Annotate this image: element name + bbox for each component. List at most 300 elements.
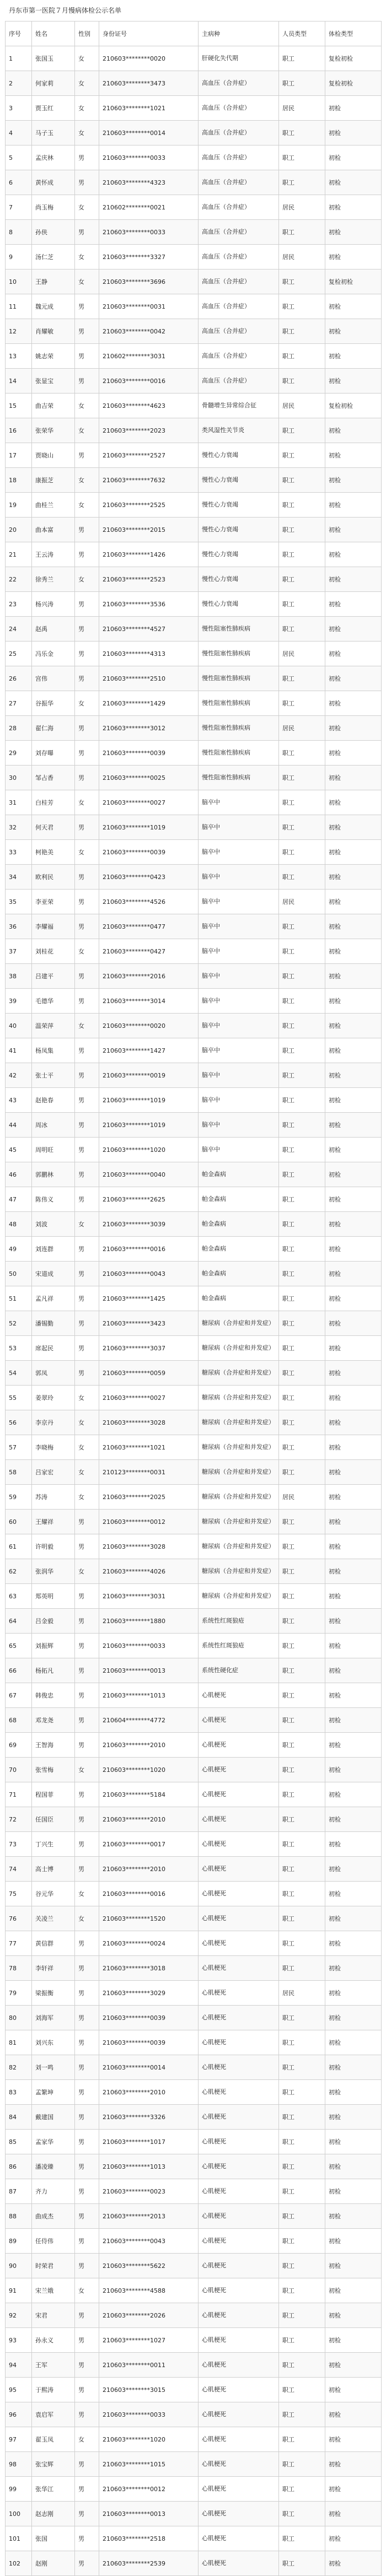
cell-id-number: 210603********0027 bbox=[99, 1386, 199, 1410]
cell-person-type: 职工 bbox=[279, 1931, 325, 1956]
cell-name: 张士平 bbox=[32, 1063, 75, 1088]
table-row bbox=[6, 1559, 382, 1584]
cell-name: 王云涛 bbox=[32, 542, 75, 567]
cell-check-type: 初检 bbox=[325, 443, 382, 468]
cell-check-type: 初检 bbox=[325, 2526, 382, 2551]
cell-index: 3 bbox=[6, 96, 32, 121]
cell-sex: 男 bbox=[75, 2105, 99, 2130]
cell-sex: 男 bbox=[75, 1832, 99, 1857]
cell-check-type: 初检 bbox=[325, 1361, 382, 1386]
cell-name: 许明毅 bbox=[32, 1534, 75, 1559]
cell-disease: 糖尿病（合并症和并发症） bbox=[199, 1361, 279, 1386]
cell-index: 23 bbox=[6, 592, 32, 617]
cell-person-type: 职工 bbox=[279, 2378, 325, 2402]
cell-name: 郭凤 bbox=[32, 1361, 75, 1386]
table-row bbox=[6, 1187, 382, 1212]
header-sex: 性别 bbox=[75, 21, 99, 46]
cell-sex: 男 bbox=[75, 1609, 99, 1634]
cell-check-type: 复检初检 bbox=[325, 46, 382, 71]
cell-index: 13 bbox=[6, 344, 32, 369]
cell-name: 谷元华 bbox=[32, 1882, 75, 1906]
cell-id-number: 210603********3037 bbox=[99, 1336, 199, 1361]
cell-disease: 心肌梗死 bbox=[199, 1708, 279, 1733]
cell-check-type: 初检 bbox=[325, 642, 382, 666]
table-row bbox=[6, 1758, 382, 1782]
cell-check-type: 初检 bbox=[325, 741, 382, 766]
cell-id-number: 210603********1017 bbox=[99, 2130, 199, 2154]
cell-check-type: 初检 bbox=[325, 1063, 382, 1088]
cell-name: 袁启军 bbox=[32, 2402, 75, 2427]
cell-sex: 女 bbox=[75, 121, 99, 145]
cell-index: 91 bbox=[6, 2278, 32, 2303]
cell-check-type: 初检 bbox=[325, 2303, 382, 2328]
cell-index: 50 bbox=[6, 1262, 32, 1286]
cell-index: 31 bbox=[6, 790, 32, 815]
cell-check-type: 初检 bbox=[325, 2179, 382, 2204]
cell-index: 60 bbox=[6, 1510, 32, 1534]
cell-disease: 糖尿病（合并症和并发症） bbox=[199, 1559, 279, 1584]
cell-id-number: 210603********0033 bbox=[99, 220, 199, 245]
cell-disease: 高血压（合并症） bbox=[199, 294, 279, 319]
table-row bbox=[6, 1311, 382, 1336]
cell-id-number: 210603********0027 bbox=[99, 790, 199, 815]
cell-id-number: 210603********0039 bbox=[99, 741, 199, 766]
header-id-number: 身份证号 bbox=[99, 21, 199, 46]
table-row bbox=[6, 2105, 382, 2130]
cell-person-type: 职工 bbox=[279, 1956, 325, 1981]
cell-name: 孟凡祥 bbox=[32, 1286, 75, 1311]
cell-person-type: 职工 bbox=[279, 1584, 325, 1609]
cell-person-type: 职工 bbox=[279, 840, 325, 865]
table-row bbox=[6, 1931, 382, 1956]
cell-check-type: 初检 bbox=[325, 1162, 382, 1187]
cell-index: 12 bbox=[6, 319, 32, 344]
cell-name: 赵志刚 bbox=[32, 2502, 75, 2526]
cell-sex: 女 bbox=[75, 46, 99, 71]
cell-disease: 心肌梗死 bbox=[199, 1931, 279, 1956]
cell-name: 时荣君 bbox=[32, 2254, 75, 2278]
table-row bbox=[6, 170, 382, 195]
table-row bbox=[6, 567, 382, 592]
table-row bbox=[6, 2154, 382, 2179]
table-row bbox=[6, 542, 382, 567]
cell-id-number: 210603********3014 bbox=[99, 989, 199, 1014]
cell-id-number: 210603********1020 bbox=[99, 2427, 199, 2452]
cell-check-type: 初检 bbox=[325, 666, 382, 691]
cell-name: 赵艳春 bbox=[32, 1088, 75, 1113]
table-row bbox=[6, 245, 382, 270]
table-row bbox=[6, 2030, 382, 2055]
cell-person-type: 职工 bbox=[279, 1063, 325, 1088]
cell-index: 30 bbox=[6, 766, 32, 790]
cell-sex: 女 bbox=[75, 493, 99, 518]
table-row bbox=[6, 1807, 382, 1832]
cell-sex: 男 bbox=[75, 2254, 99, 2278]
cell-name: 李轩祥 bbox=[32, 1956, 75, 1981]
cell-person-type: 职工 bbox=[279, 790, 325, 815]
table-row bbox=[6, 2353, 382, 2378]
cell-index: 48 bbox=[6, 1212, 32, 1237]
cell-name: 席起民 bbox=[32, 1336, 75, 1361]
cell-person-type: 职工 bbox=[279, 1733, 325, 1758]
cell-person-type: 职工 bbox=[279, 344, 325, 369]
cell-person-type: 职工 bbox=[279, 46, 325, 71]
cell-sex: 男 bbox=[75, 170, 99, 195]
cell-disease: 心肌梗死 bbox=[199, 2378, 279, 2402]
cell-index: 8 bbox=[6, 220, 32, 245]
cell-person-type: 职工 bbox=[279, 2229, 325, 2254]
cell-index: 41 bbox=[6, 1038, 32, 1063]
cell-id-number: 210603********2525 bbox=[99, 493, 199, 518]
cell-sex: 男 bbox=[75, 2055, 99, 2080]
cell-person-type: 职工 bbox=[279, 1212, 325, 1237]
table-row bbox=[6, 319, 382, 344]
cell-sex: 女 bbox=[75, 418, 99, 443]
cell-check-type: 初检 bbox=[325, 617, 382, 642]
cell-sex: 女 bbox=[75, 270, 99, 294]
cell-name: 刘兴东 bbox=[32, 2030, 75, 2055]
cell-disease: 慢性心力衰竭 bbox=[199, 443, 279, 468]
table-row bbox=[6, 145, 382, 170]
header-disease: 主病种 bbox=[199, 21, 279, 46]
cell-id-number: 210603********2026 bbox=[99, 2303, 199, 2328]
cell-name: 程国菲 bbox=[32, 1782, 75, 1807]
cell-index: 74 bbox=[6, 1857, 32, 1882]
cell-name: 贾晓山 bbox=[32, 443, 75, 468]
cell-disease: 高血压（合并症） bbox=[199, 145, 279, 170]
cell-name: 贾玉红 bbox=[32, 96, 75, 121]
cell-check-type: 初检 bbox=[325, 369, 382, 394]
table-row bbox=[6, 1113, 382, 1138]
cell-disease: 慢性心力衰竭 bbox=[199, 493, 279, 518]
cell-person-type: 职工 bbox=[279, 914, 325, 939]
cell-index: 63 bbox=[6, 1584, 32, 1609]
cell-sex: 男 bbox=[75, 1658, 99, 1683]
cell-index: 76 bbox=[6, 1906, 32, 1931]
cell-index: 22 bbox=[6, 567, 32, 592]
table-row bbox=[6, 989, 382, 1014]
cell-sex: 男 bbox=[75, 1361, 99, 1386]
cell-index: 2 bbox=[6, 71, 32, 96]
cell-disease: 心肌梗死 bbox=[199, 2502, 279, 2526]
cell-check-type: 初检 bbox=[325, 2353, 382, 2378]
cell-sex: 男 bbox=[75, 2502, 99, 2526]
cell-person-type: 职工 bbox=[279, 1634, 325, 1658]
cell-check-type: 初检 bbox=[325, 1658, 382, 1683]
cell-sex: 男 bbox=[75, 2006, 99, 2030]
table-row bbox=[6, 815, 382, 840]
cell-index: 27 bbox=[6, 691, 32, 716]
cell-person-type: 职工 bbox=[279, 493, 325, 518]
cell-disease: 心肌梗死 bbox=[199, 2353, 279, 2378]
cell-person-type: 职工 bbox=[279, 1906, 325, 1931]
cell-index: 7 bbox=[6, 195, 32, 220]
cell-index: 96 bbox=[6, 2402, 32, 2427]
cell-disease: 慢性阻塞性肺疾病 bbox=[199, 666, 279, 691]
cell-disease: 高血压（合并症） bbox=[199, 121, 279, 145]
cell-index: 9 bbox=[6, 245, 32, 270]
cell-person-type: 职工 bbox=[279, 418, 325, 443]
cell-name: 邓龙尧 bbox=[32, 1708, 75, 1733]
table-row bbox=[6, 1584, 382, 1609]
cell-name: 潘锡勤 bbox=[32, 1311, 75, 1336]
cell-check-type: 初检 bbox=[325, 1212, 382, 1237]
cell-sex: 男 bbox=[75, 964, 99, 989]
cell-person-type: 职工 bbox=[279, 121, 325, 145]
cell-sex: 男 bbox=[75, 145, 99, 170]
table-row bbox=[6, 2204, 382, 2229]
cell-disease: 脑卒中 bbox=[199, 989, 279, 1014]
cell-person-type: 职工 bbox=[279, 2204, 325, 2229]
cell-person-type: 职工 bbox=[279, 170, 325, 195]
cell-sex: 男 bbox=[75, 1038, 99, 1063]
cell-person-type: 职工 bbox=[279, 1336, 325, 1361]
cell-check-type: 初检 bbox=[325, 1286, 382, 1311]
cell-disease: 糖尿病（合并症和并发症） bbox=[199, 1584, 279, 1609]
cell-person-type: 职工 bbox=[279, 2452, 325, 2477]
cell-disease: 脑卒中 bbox=[199, 1113, 279, 1138]
cell-check-type: 初检 bbox=[325, 418, 382, 443]
cell-name: 张显宝 bbox=[32, 369, 75, 394]
table-body bbox=[6, 46, 382, 2576]
cell-id-number: 210603********2010 bbox=[99, 1857, 199, 1882]
table-row bbox=[6, 790, 382, 815]
table-row bbox=[6, 2179, 382, 2204]
table-row bbox=[6, 1733, 382, 1758]
cell-check-type: 初检 bbox=[325, 1038, 382, 1063]
cell-id-number: 210603********0016 bbox=[99, 1882, 199, 1906]
header-name: 姓名 bbox=[32, 21, 75, 46]
table-row bbox=[6, 195, 382, 220]
cell-index: 19 bbox=[6, 493, 32, 518]
cell-sex: 男 bbox=[75, 741, 99, 766]
cell-disease: 心肌梗死 bbox=[199, 2278, 279, 2303]
cell-person-type: 职工 bbox=[279, 1832, 325, 1857]
cell-name: 欧利民 bbox=[32, 865, 75, 890]
cell-id-number: 210603********0017 bbox=[99, 1832, 199, 1857]
cell-id-number: 210603********2510 bbox=[99, 666, 199, 691]
cell-disease: 高血压（合并症） bbox=[199, 270, 279, 294]
cell-id-number: 210603********2025 bbox=[99, 1485, 199, 1510]
cell-person-type: 职工 bbox=[279, 2080, 325, 2105]
cell-id-number: 210603********0024 bbox=[99, 1931, 199, 1956]
cell-person-type: 职工 bbox=[279, 1038, 325, 1063]
cell-id-number: 210603********2010 bbox=[99, 1733, 199, 1758]
cell-disease: 心肌梗死 bbox=[199, 2303, 279, 2328]
header-check-type: 体检类型 bbox=[325, 21, 382, 46]
cell-id-number: 210603********1027 bbox=[99, 2328, 199, 2353]
cell-id-number: 210603********1427 bbox=[99, 1038, 199, 1063]
cell-person-type: 居民 bbox=[279, 96, 325, 121]
table-row bbox=[6, 865, 382, 890]
cell-check-type: 初检 bbox=[325, 790, 382, 815]
cell-sex: 男 bbox=[75, 2452, 99, 2477]
cell-check-type: 初检 bbox=[325, 890, 382, 914]
table-row bbox=[6, 1534, 382, 1559]
cell-disease: 脑卒中 bbox=[199, 1138, 279, 1162]
cell-person-type: 职工 bbox=[279, 592, 325, 617]
table-row bbox=[6, 1708, 382, 1733]
cell-name: 黄怀成 bbox=[32, 170, 75, 195]
cell-sex: 男 bbox=[75, 2303, 99, 2328]
cell-id-number: 210603********3015 bbox=[99, 2378, 199, 2402]
cell-id-number: 210603********0023 bbox=[99, 2179, 199, 2204]
cell-sex: 男 bbox=[75, 542, 99, 567]
cell-check-type: 初检 bbox=[325, 2130, 382, 2154]
cell-index: 37 bbox=[6, 939, 32, 964]
cell-disease: 高血压（合并症） bbox=[199, 245, 279, 270]
cell-person-type: 职工 bbox=[279, 1534, 325, 1559]
cell-disease: 心肌梗死 bbox=[199, 1882, 279, 1906]
cell-name: 孟庆林 bbox=[32, 145, 75, 170]
cell-id-number: 210603********0039 bbox=[99, 2030, 199, 2055]
cell-index: 46 bbox=[6, 1162, 32, 1187]
cell-id-number: 210603********0020 bbox=[99, 1014, 199, 1038]
cell-disease: 高血压（合并症） bbox=[199, 344, 279, 369]
cell-index: 70 bbox=[6, 1758, 32, 1782]
cell-check-type: 初检 bbox=[325, 1113, 382, 1138]
cell-id-number: 210603********4026 bbox=[99, 1559, 199, 1584]
cell-index: 58 bbox=[6, 1460, 32, 1485]
cell-id-number: 210603********1013 bbox=[99, 2154, 199, 2179]
cell-check-type: 初检 bbox=[325, 121, 382, 145]
cell-id-number: 210603********0039 bbox=[99, 840, 199, 865]
table-row bbox=[6, 716, 382, 741]
cell-index: 55 bbox=[6, 1386, 32, 1410]
cell-index: 95 bbox=[6, 2378, 32, 2402]
cell-index: 34 bbox=[6, 865, 32, 890]
cell-disease: 糖尿病（合并症和并发症） bbox=[199, 1510, 279, 1534]
cell-id-number: 210603********0039 bbox=[99, 2006, 199, 2030]
cell-id-number: 210603********0059 bbox=[99, 1361, 199, 1386]
table-row bbox=[6, 2006, 382, 2030]
cell-disease: 脑卒中 bbox=[199, 1063, 279, 1088]
cell-sex: 男 bbox=[75, 865, 99, 890]
cell-index: 16 bbox=[6, 418, 32, 443]
cell-person-type: 职工 bbox=[279, 2402, 325, 2427]
cell-name: 陈伟义 bbox=[32, 1187, 75, 1212]
cell-check-type: 初检 bbox=[325, 2427, 382, 2452]
cell-sex: 女 bbox=[75, 790, 99, 815]
cell-index: 52 bbox=[6, 1311, 32, 1336]
cell-person-type: 职工 bbox=[279, 1882, 325, 1906]
cell-sex: 女 bbox=[75, 1906, 99, 1931]
cell-name: 李京丹 bbox=[32, 1410, 75, 1435]
table-row bbox=[6, 1857, 382, 1882]
cell-sex: 男 bbox=[75, 2130, 99, 2154]
cell-disease: 心肌梗死 bbox=[199, 2204, 279, 2229]
cell-sex: 男 bbox=[75, 1683, 99, 1708]
cell-id-number: 210603********3327 bbox=[99, 245, 199, 270]
cell-disease: 脑卒中 bbox=[199, 964, 279, 989]
cell-name: 戴建国 bbox=[32, 2105, 75, 2130]
cell-check-type: 初检 bbox=[325, 2030, 382, 2055]
cell-check-type: 初检 bbox=[325, 1336, 382, 1361]
cell-name: 王军 bbox=[32, 2353, 75, 2378]
cell-check-type: 复检初检 bbox=[325, 394, 382, 418]
cell-name: 刘连群 bbox=[32, 1237, 75, 1262]
cell-disease: 脑卒中 bbox=[199, 815, 279, 840]
cell-index: 89 bbox=[6, 2229, 32, 2254]
cell-index: 54 bbox=[6, 1361, 32, 1386]
table-row bbox=[6, 741, 382, 766]
table-row bbox=[6, 1410, 382, 1435]
cell-id-number: 210603********4527 bbox=[99, 617, 199, 642]
cell-check-type: 初检 bbox=[325, 294, 382, 319]
cell-check-type: 初检 bbox=[325, 2402, 382, 2427]
table-row bbox=[6, 1460, 382, 1485]
table-row bbox=[6, 1882, 382, 1906]
cell-person-type: 职工 bbox=[279, 369, 325, 394]
table-row bbox=[6, 1162, 382, 1187]
cell-disease: 帕金森病 bbox=[199, 1162, 279, 1187]
cell-check-type: 初检 bbox=[325, 1187, 382, 1212]
cell-sex: 男 bbox=[75, 1733, 99, 1758]
cell-name: 李晓梅 bbox=[32, 1435, 75, 1460]
cell-id-number: 210603********3039 bbox=[99, 1212, 199, 1237]
cell-check-type: 初检 bbox=[325, 1534, 382, 1559]
cell-index: 4 bbox=[6, 121, 32, 145]
cell-sex: 男 bbox=[75, 766, 99, 790]
cell-person-type: 职工 bbox=[279, 666, 325, 691]
cell-sex: 男 bbox=[75, 617, 99, 642]
cell-sex: 男 bbox=[75, 2477, 99, 2502]
cell-person-type: 职工 bbox=[279, 2427, 325, 2452]
cell-name: 梁振衡 bbox=[32, 1981, 75, 2006]
cell-disease: 脑卒中 bbox=[199, 914, 279, 939]
cell-index: 44 bbox=[6, 1113, 32, 1138]
cell-check-type: 初检 bbox=[325, 1410, 382, 1435]
cell-sex: 男 bbox=[75, 1534, 99, 1559]
cell-disease: 心肌梗死 bbox=[199, 2055, 279, 2080]
cell-check-type: 初检 bbox=[325, 939, 382, 964]
cell-name: 王耀祥 bbox=[32, 1510, 75, 1534]
cell-index: 61 bbox=[6, 1534, 32, 1559]
cell-id-number: 210603********2518 bbox=[99, 2526, 199, 2551]
cell-person-type: 职工 bbox=[279, 2502, 325, 2526]
cell-check-type: 初检 bbox=[325, 2502, 382, 2526]
cell-index: 64 bbox=[6, 1609, 32, 1634]
cell-sex: 男 bbox=[75, 443, 99, 468]
cell-index: 101 bbox=[6, 2526, 32, 2551]
cell-disease: 心肌梗死 bbox=[199, 2452, 279, 2477]
cell-person-type: 职工 bbox=[279, 2179, 325, 2204]
cell-name: 汤仁芝 bbox=[32, 245, 75, 270]
table-row bbox=[6, 592, 382, 617]
cell-sex: 女 bbox=[75, 1882, 99, 1906]
cell-check-type: 初检 bbox=[325, 1981, 382, 2006]
cell-id-number: 210603********3423 bbox=[99, 1311, 199, 1336]
cell-id-number: 210603********2015 bbox=[99, 518, 199, 542]
cell-disease: 心肌梗死 bbox=[199, 2030, 279, 2055]
cell-sex: 女 bbox=[75, 394, 99, 418]
cell-id-number: 210603********4623 bbox=[99, 394, 199, 418]
table-row bbox=[6, 96, 382, 121]
page-title: 丹东市第一医院７月慢病体检公示名单 bbox=[9, 7, 122, 14]
cell-id-number: 210603********3696 bbox=[99, 270, 199, 294]
cell-person-type: 职工 bbox=[279, 220, 325, 245]
cell-person-type: 职工 bbox=[279, 270, 325, 294]
cell-sex: 男 bbox=[75, 1634, 99, 1658]
cell-disease: 骨髓增生异常综合征 bbox=[199, 394, 279, 418]
cell-id-number: 210603********1019 bbox=[99, 815, 199, 840]
cell-person-type: 职工 bbox=[279, 1510, 325, 1534]
cell-name: 张荣华 bbox=[32, 418, 75, 443]
cell-disease: 帕金森病 bbox=[199, 1187, 279, 1212]
cell-person-type: 职工 bbox=[279, 1609, 325, 1634]
cell-check-type: 初检 bbox=[325, 542, 382, 567]
cell-index: 28 bbox=[6, 716, 32, 741]
